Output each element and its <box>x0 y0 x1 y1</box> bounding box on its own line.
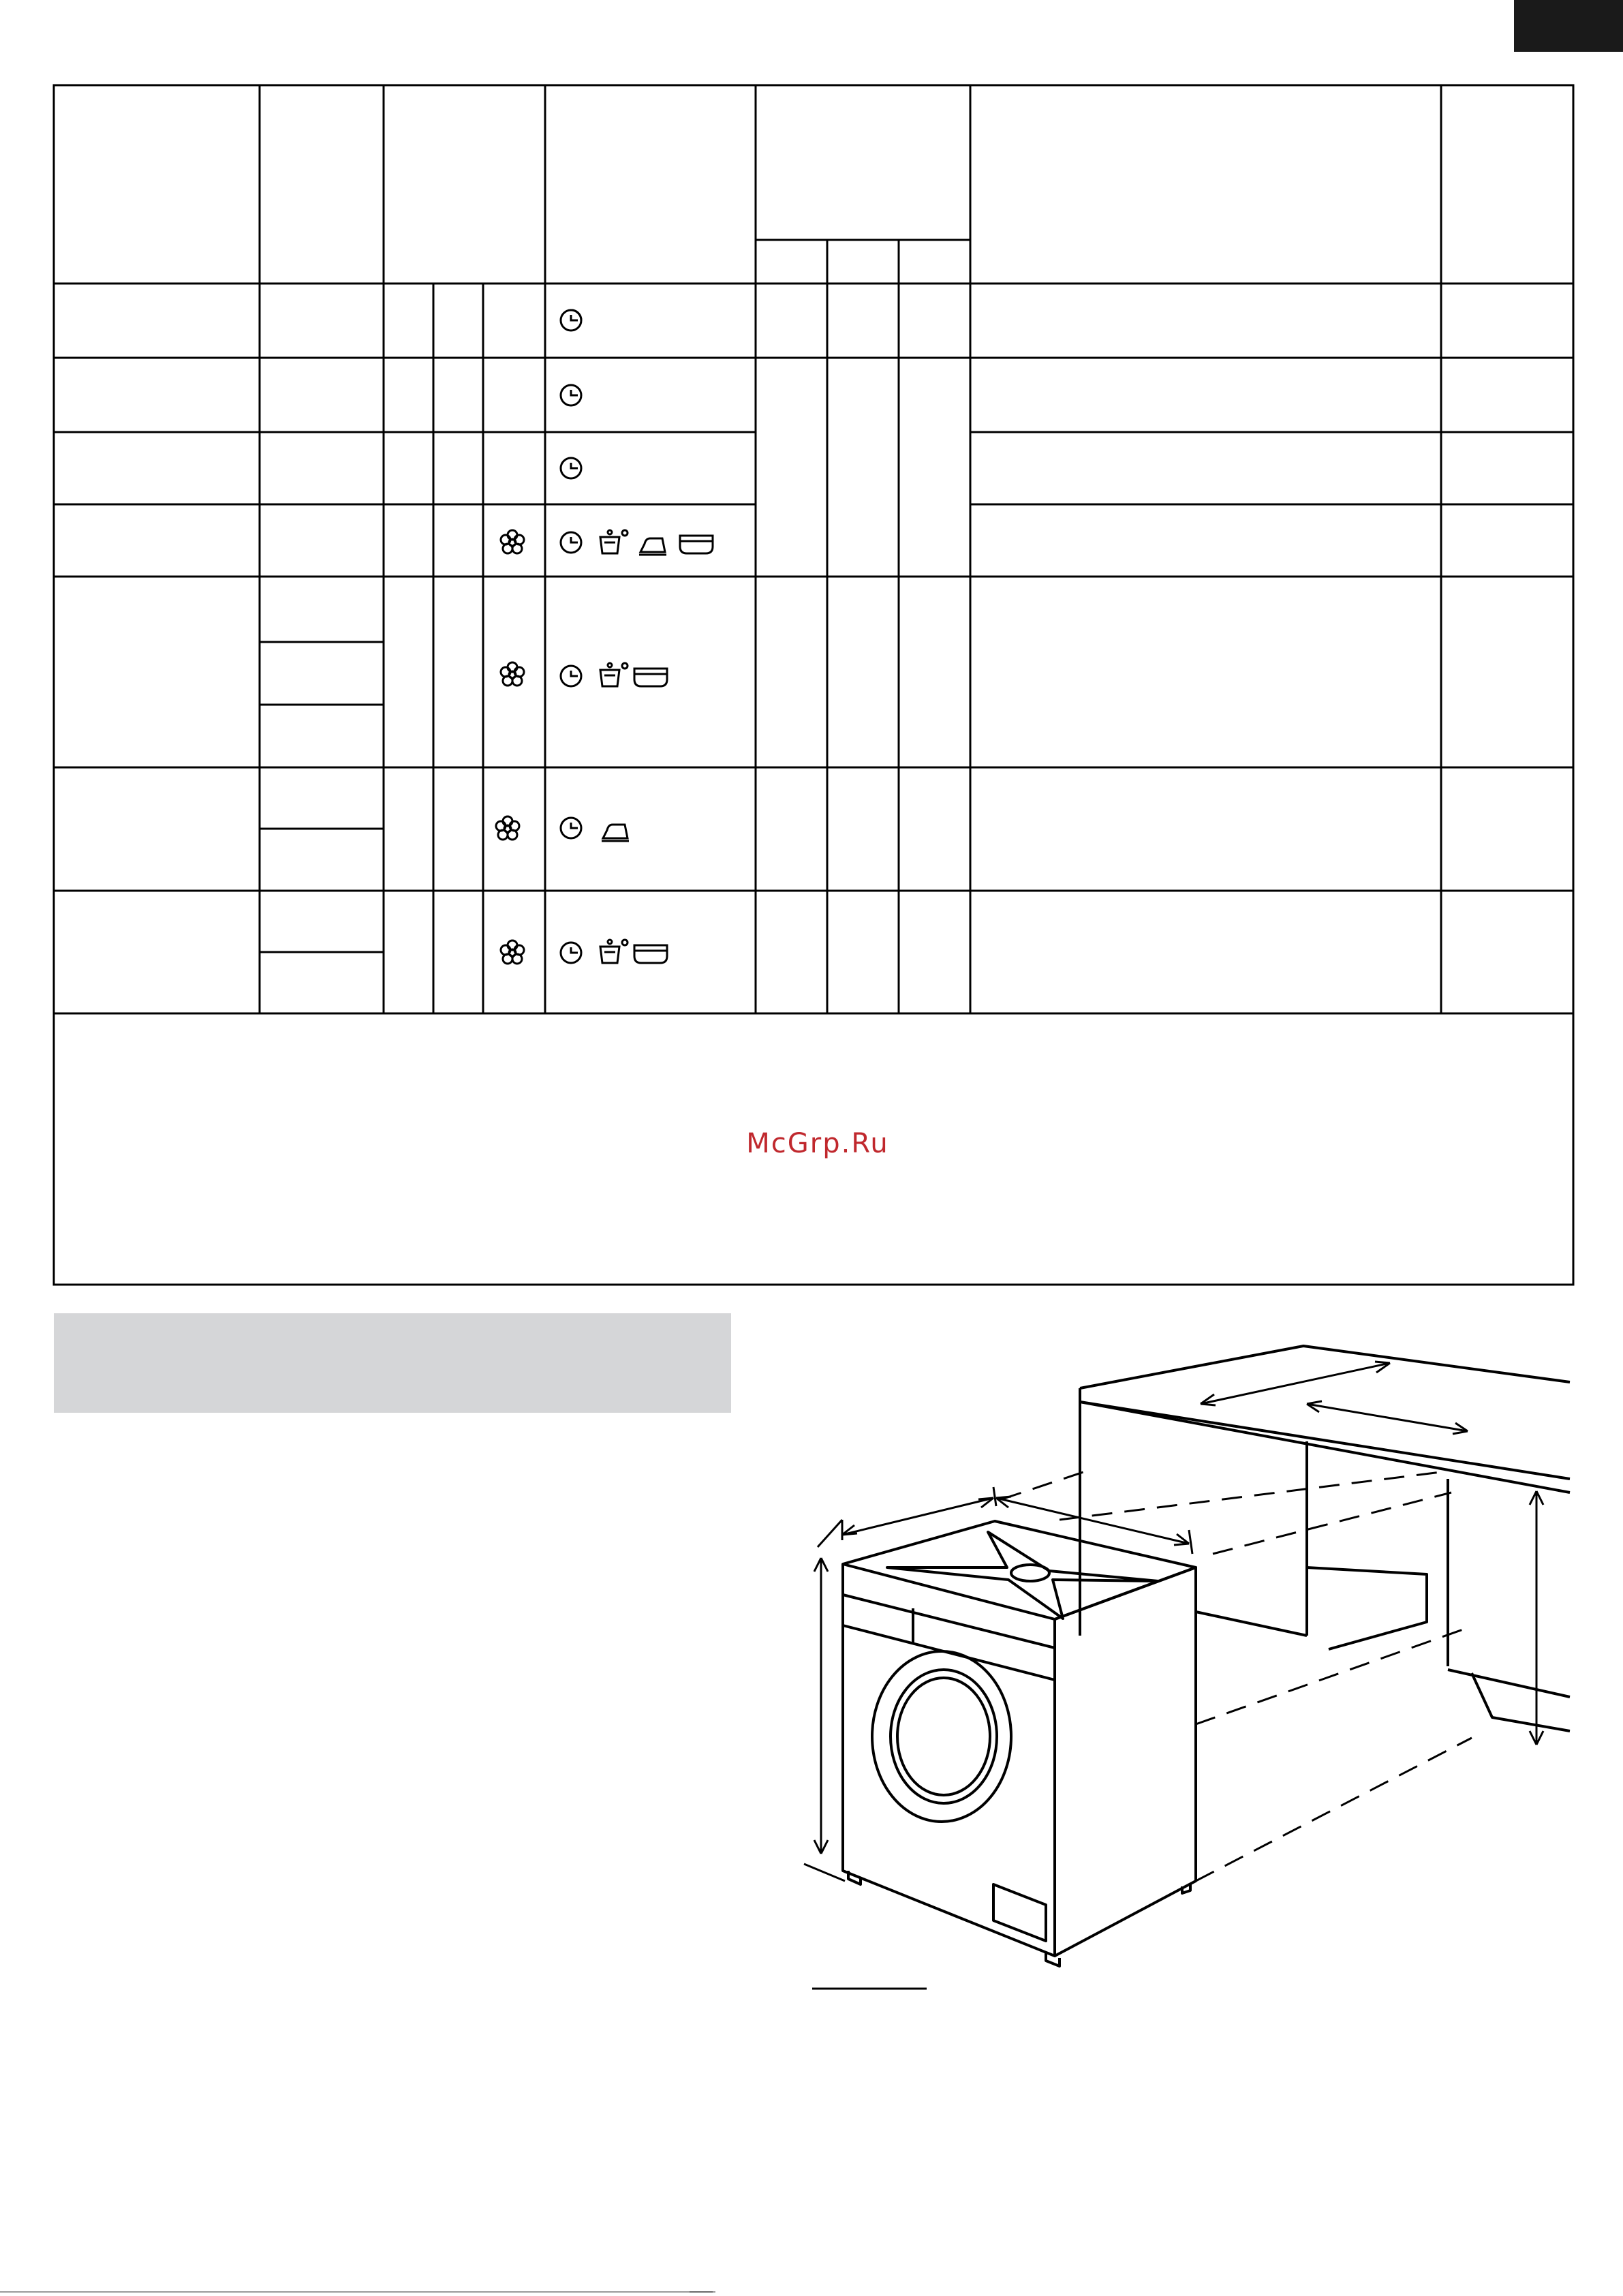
watermark: McGrp.Ru <box>746 1128 889 1159</box>
timer-icon <box>561 310 581 331</box>
timer-icon <box>561 385 581 405</box>
flower-icon <box>501 662 524 686</box>
prewash-icon <box>600 530 628 553</box>
flower-icon <box>501 940 524 964</box>
flower-icon <box>501 530 524 553</box>
prewash-icon <box>600 940 628 963</box>
footer-rule <box>0 2291 715 2293</box>
iron-icon <box>639 538 666 555</box>
flower-icon <box>496 816 519 840</box>
door-inner <box>891 1670 997 1803</box>
timer-icon <box>561 943 581 963</box>
table-frame <box>54 85 1573 1285</box>
timer-icon <box>561 818 581 838</box>
basin-icon <box>634 945 667 963</box>
machine-side <box>1055 1567 1196 1956</box>
machine-top <box>843 1521 1196 1619</box>
basin-icon <box>680 536 713 553</box>
timer-icon <box>561 666 581 686</box>
footer-rule-mark <box>690 2291 713 2293</box>
timer-icon <box>561 532 581 553</box>
installation-drawing <box>804 1346 1570 1966</box>
timer-icon <box>561 458 581 478</box>
basin-icon <box>634 669 667 686</box>
iron-icon <box>602 825 629 841</box>
prewash-icon <box>600 663 628 686</box>
countertop <box>1080 1346 1570 1388</box>
section-header-panel <box>54 1313 731 1413</box>
